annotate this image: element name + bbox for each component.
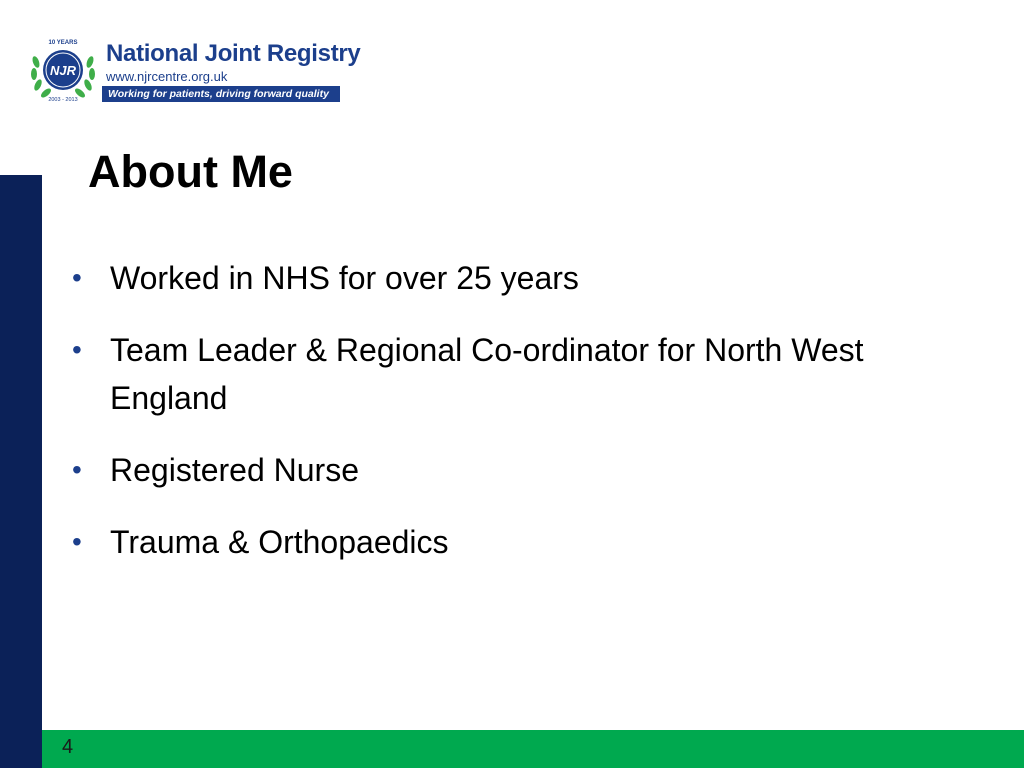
bullet-dot-icon: • <box>72 334 82 365</box>
bullet-text: Team Leader & Regional Co-ordinator for North West England <box>110 332 864 416</box>
slide-title: About Me <box>88 146 293 197</box>
left-accent-bar <box>0 175 42 768</box>
njr-emblem-icon <box>28 34 98 104</box>
bullet-text: Trauma & Orthopaedics <box>110 524 449 560</box>
slide-number: 4 <box>62 736 74 758</box>
logo-strapline: Working for patients, driving forward quality <box>102 86 340 102</box>
emblem-years: 10 YEARS <box>48 40 78 46</box>
logo-url: www.njrcentre.org.uk <box>106 69 228 84</box>
bullet-item <box>70 446 970 494</box>
bullet-item <box>70 326 970 422</box>
bullet-dot-icon: • <box>72 526 82 557</box>
emblem-span: 2003 - 2013 <box>48 97 78 103</box>
bullet-text: Worked in NHS for over 25 years <box>110 260 579 296</box>
bullet-text: Registered Nurse <box>110 452 359 488</box>
bullet-list <box>70 254 970 590</box>
emblem-initials: NJR <box>49 63 77 78</box>
bullet-dot-icon: • <box>72 454 82 485</box>
bullet-item <box>70 254 970 302</box>
footer-bar <box>42 730 1024 768</box>
bullet-item <box>70 518 970 566</box>
logo-name: National Joint Registry <box>106 40 361 67</box>
njr-logo <box>28 34 361 104</box>
bullet-dot-icon: • <box>72 262 82 293</box>
